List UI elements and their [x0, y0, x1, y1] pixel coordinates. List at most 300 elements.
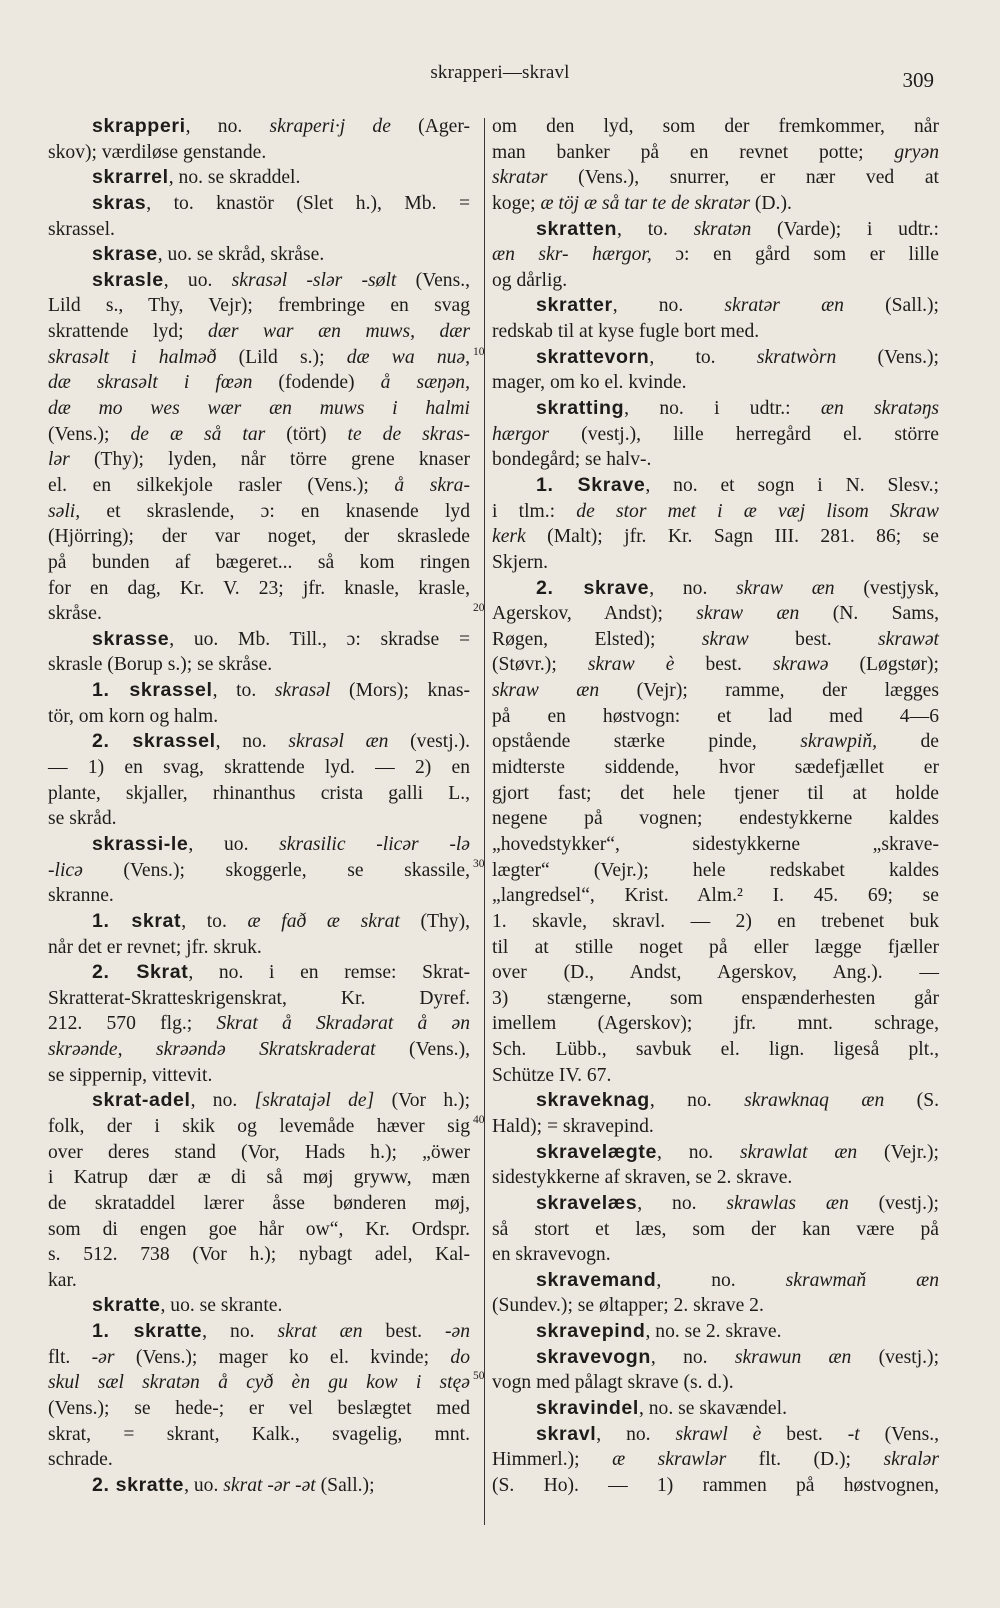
text-line	[492, 447, 939, 473]
text-line	[492, 242, 939, 268]
definition-text: tör, om korn og halm.	[48, 705, 219, 727]
text-line	[48, 370, 470, 396]
dialect-form: -licə	[48, 859, 83, 881]
definition-text: , uo.	[188, 833, 280, 855]
definition-text: (Malt); jfr. Kr. Sagn III. 281. 86; se	[525, 526, 939, 548]
definition-text: (Vens.);	[836, 346, 940, 368]
definition-text: , uo. se skråd, skråse.	[157, 244, 325, 266]
text-line	[48, 704, 470, 730]
definition-text: , no.	[190, 1090, 255, 1112]
dialect-form: skrawun æn	[734, 1346, 852, 1368]
text-line	[48, 165, 470, 191]
text-line	[492, 1370, 939, 1396]
text-line	[48, 422, 470, 448]
definition-text: , uo. Mb. Till., ɔ: skradse =	[169, 628, 470, 650]
text-line	[492, 319, 939, 345]
dialect-form: skralər	[883, 1449, 939, 1471]
dialect-form: skratwòrn	[756, 346, 837, 368]
text-line	[492, 1217, 939, 1243]
headword: skrarrel	[92, 166, 169, 189]
definition-text: , no.	[612, 295, 725, 317]
text-line	[492, 345, 939, 371]
text-line	[48, 1191, 470, 1217]
definition-text: , to. knastör (Slet h.), Mb. =	[146, 192, 470, 214]
dialect-form: æ töj æ så tar te de skratər	[540, 192, 750, 214]
text-line	[492, 1447, 939, 1473]
text-line	[492, 268, 939, 294]
definition-text: Himmerl.);	[492, 1449, 613, 1471]
headword: skravevogn	[536, 1345, 651, 1368]
text-line	[492, 370, 939, 396]
text-line	[48, 678, 470, 704]
headword: skratten	[536, 217, 618, 240]
text-line	[48, 576, 470, 602]
headword: 1. Skrave	[536, 473, 646, 496]
definition-text: , no.	[656, 1141, 741, 1163]
text-line	[492, 1063, 939, 1089]
definition-text: (Vens.); skoggerle, se skassile,	[82, 859, 470, 881]
definition-text: (Vens.); se hede-; er vel beslægtet med	[48, 1398, 470, 1420]
text-line	[48, 191, 470, 217]
definition-text: skråse.	[48, 603, 102, 625]
definition-text: 1. skavle, skravl. — 2) en trebenet buk	[492, 910, 939, 932]
definition-text: , no.	[596, 1423, 676, 1445]
definition-text: Sch. Lübb., savbuk el. lign. ligeså plt.,	[492, 1039, 939, 1061]
text-line	[48, 627, 470, 653]
definition-text: (vestjysk,	[834, 577, 940, 599]
definition-text: (S.	[884, 1090, 939, 1112]
dialect-form: lər	[48, 449, 70, 471]
definition-text: opstående stærke pinde,	[492, 731, 801, 753]
text-line	[492, 1293, 939, 1319]
definition-text: , no.	[215, 731, 289, 753]
text-line	[492, 909, 939, 935]
text-line	[492, 960, 939, 986]
dialect-form: skrawə	[772, 654, 829, 676]
headword: skrattevorn	[536, 345, 650, 368]
definition-text: (vestj.).	[388, 731, 470, 753]
definition-text: , no.	[650, 1346, 735, 1368]
dialect-form: de æ så tar	[130, 423, 266, 445]
definition-text: best.	[748, 628, 879, 650]
text-line	[492, 1140, 939, 1166]
definition-text: folk, der i skik og levemåde hæver sig	[48, 1115, 470, 1137]
text-line	[492, 986, 939, 1012]
definition-text: Agerskov, Andst);	[492, 603, 697, 625]
dialect-form: skrəənde, skrəəndə Skratskraderat	[48, 1039, 376, 1061]
text-line	[492, 781, 939, 807]
dialect-form: skrasəl	[274, 680, 331, 702]
dialect-form: skrat æn	[277, 1321, 363, 1343]
text-line	[48, 1063, 470, 1089]
definition-text: mager, om ko el. kvinde.	[492, 372, 687, 394]
text-line	[492, 1473, 939, 1499]
definition-text: vogn med pålagt skrave (s. d.).	[492, 1372, 734, 1394]
definition-text: (Hjörring); der var noget, der skraslede	[48, 526, 470, 548]
dialect-form: de stor met i æ væj lisom Skraw	[576, 500, 939, 522]
text-line	[48, 1473, 470, 1499]
dialect-form: [skratajəl de]	[254, 1090, 375, 1112]
text-line	[48, 1011, 470, 1037]
dialect-form: do	[450, 1346, 470, 1368]
text-line	[48, 1088, 470, 1114]
dialect-form: skrawknaq æn	[744, 1090, 885, 1112]
definition-text: sidestykkerne af skraven, se 2. skrave.	[492, 1167, 793, 1189]
definition-text: (Thy),	[399, 910, 471, 932]
definition-text: (Lild s.);	[216, 346, 347, 368]
dialect-form: skrasəl -slər -sølt	[231, 269, 397, 291]
definition-text: Røgen, Elsted);	[492, 628, 702, 650]
text-line	[492, 422, 939, 448]
headword: skratter	[536, 294, 613, 317]
definition-text: (S. Ho). — 1) rammen på høstvognen,	[492, 1474, 939, 1496]
dialect-form: Skrat å Skradərat å ən	[216, 1013, 470, 1035]
definition-text: (vestj.);	[851, 1346, 940, 1368]
dialect-form: å sæŋən,	[380, 372, 470, 394]
dialect-form: dæ skrasəlt i fœən	[48, 372, 253, 394]
definition-text: 212. 570 flg.;	[48, 1013, 217, 1035]
text-line	[48, 319, 470, 345]
text-line	[492, 1165, 939, 1191]
definition-text: , uo.	[163, 269, 232, 291]
definition-text: (fodende)	[252, 372, 381, 394]
definition-text: skranne.	[48, 885, 114, 907]
text-line	[48, 1114, 470, 1140]
definition-text: skrasle (Borup s.); se skråse.	[48, 654, 273, 676]
text-line	[48, 1165, 470, 1191]
definition-text: 3) stængerne, som enspænderhesten går	[492, 987, 939, 1009]
text-line	[492, 601, 939, 627]
text-line	[492, 524, 939, 550]
text-line	[48, 499, 470, 525]
definition-text: se skråd.	[48, 808, 117, 830]
definition-text: s. 512. 738 (Vor h.); nybagt adel, Kal-	[48, 1244, 470, 1266]
definition-text: , uo. se skrante.	[160, 1295, 283, 1317]
text-line	[48, 1293, 470, 1319]
definition-text: man banker på en revnet potte;	[492, 141, 895, 163]
text-line	[492, 191, 939, 217]
text-line	[492, 114, 939, 140]
definition-text: skov); værdiløse genstande.	[48, 141, 267, 163]
text-line	[48, 858, 470, 884]
definition-text: best.	[674, 654, 773, 676]
headword: 1. skratte	[92, 1320, 203, 1343]
dialect-form: -ən	[444, 1321, 471, 1343]
text-line	[492, 576, 939, 602]
definition-text: om den lyd, som der fremkommer, når	[492, 116, 939, 137]
text-line	[48, 909, 470, 935]
dialect-form: skrawmaň æn	[785, 1269, 939, 1291]
dialect-form: səli,	[48, 500, 81, 522]
definition-text: (Thy); lyden, når törre grene knaser	[69, 449, 470, 471]
definition-text: (Ager-	[390, 116, 470, 137]
text-line	[48, 114, 470, 140]
definition-text: skrattende lyd;	[48, 321, 209, 343]
text-line	[48, 601, 470, 627]
headword: skravemand	[536, 1268, 657, 1291]
text-line	[48, 1140, 470, 1166]
text-line	[492, 1242, 939, 1268]
text-line	[48, 986, 470, 1012]
definition-text: — 1) en svag, skrattende lyd. — 2) en	[48, 757, 470, 779]
text-line	[492, 293, 939, 319]
headword: skras	[92, 191, 147, 214]
definition-text: ɔ: en gård som er lille	[651, 244, 940, 266]
definition-text: (Sall.);	[315, 1474, 375, 1496]
text-line	[492, 165, 939, 191]
text-line	[492, 499, 939, 525]
headword: 2. skrave	[536, 576, 650, 599]
text-line	[48, 935, 470, 961]
definition-text: koge;	[492, 192, 541, 214]
definition-text: (Vens.);	[48, 423, 131, 445]
definition-text: (vestj.);	[848, 1192, 939, 1214]
definition-text: en skravevogn.	[492, 1244, 611, 1266]
definition-text: de skrataddel lærer åsse bønderen møj,	[48, 1192, 470, 1214]
text-line	[492, 755, 939, 781]
definition-text: Skratterat-Skratteskrigenskrat, Kr. Dyref.	[48, 987, 470, 1009]
dialect-form: skrawl è	[675, 1423, 762, 1445]
dialect-form: skrawət	[878, 628, 939, 650]
dialect-form: skrawpiň,	[800, 731, 878, 753]
text-line	[48, 729, 470, 755]
text-line	[492, 217, 939, 243]
text-line	[492, 806, 939, 832]
headword: skratting	[536, 397, 625, 420]
text-line	[492, 729, 939, 755]
text-line	[48, 883, 470, 909]
text-line	[48, 755, 470, 781]
headword: skratte	[92, 1294, 161, 1317]
definition-text: , to.	[649, 346, 757, 368]
headword: skravelæs	[536, 1191, 638, 1214]
definition-text: , no.	[185, 116, 270, 137]
definition-text: på bunden af bægeret... så kom ringen	[48, 551, 470, 573]
headword: skravl	[536, 1422, 597, 1445]
dialect-form: kerk	[492, 526, 526, 548]
dialect-form: skratər æn	[724, 295, 844, 317]
definition-text: som di engen goe hår ow“, Kr. Ordspr.	[48, 1218, 470, 1240]
dialect-form: æ skrawlər	[612, 1449, 727, 1471]
dialect-form: skraperi·j de	[269, 116, 391, 137]
definition-text: (Vejr.);	[857, 1141, 940, 1163]
definition-text: Lild s., Thy, Vejr); frembringe en svag	[48, 295, 470, 317]
definition-text: (Sall.);	[843, 295, 940, 317]
dialect-form: skraw æn	[696, 603, 800, 625]
headword: 1. skrat	[92, 909, 182, 932]
definition-text: , no.	[656, 1269, 786, 1291]
definition-text: de	[877, 731, 939, 753]
line-number: 40	[473, 1114, 485, 1126]
definition-text: kar.	[48, 1269, 77, 1291]
text-line	[492, 1191, 939, 1217]
text-line	[48, 396, 470, 422]
definition-text: , no.	[202, 1321, 278, 1343]
definition-text: flt.	[48, 1346, 92, 1368]
definition-text: , no.	[649, 577, 737, 599]
dialect-form: skratən	[693, 218, 752, 240]
definition-text: , no.	[637, 1192, 727, 1214]
definition-text: i Katrup dær æ di så møj gryww, mæn	[48, 1167, 470, 1189]
definition-text: (Løgstør);	[828, 654, 939, 676]
headword: skravindel	[536, 1397, 639, 1420]
definition-text: (N. Sams,	[799, 603, 940, 625]
headword: 2. skrassel	[92, 730, 216, 753]
definition-text: , to.	[617, 218, 694, 240]
definition-text: et skraslende, ɔ: en knasende lyd	[80, 500, 470, 522]
definition-text: (Vens.), snurrer, er nær ved at	[547, 167, 939, 189]
page-number: 309	[902, 68, 934, 92]
line-number: 50	[473, 1370, 485, 1382]
left-column	[48, 114, 470, 1499]
definition-text: , no. se 2. skrave.	[645, 1321, 782, 1343]
definition-text: se sippernip, vittevit.	[48, 1064, 213, 1086]
text-line	[48, 140, 470, 166]
definition-text: (Vejr); ramme, der lægges	[599, 680, 939, 702]
definition-text: i tlm.:	[492, 500, 577, 522]
text-line	[48, 345, 470, 371]
definition-text: (Vens.,	[396, 269, 470, 291]
dialect-form: skrasəlt i halməð	[48, 346, 217, 368]
definition-text: , no. i en remse: Skrat-	[188, 962, 470, 984]
dialect-form: æ fað æ skrat	[247, 910, 400, 932]
definition-text: så stort et læs, som der kan være på	[492, 1218, 939, 1240]
definition-text: , no. se skavændel.	[638, 1398, 787, 1420]
definition-text: negene på vognen; endestykkerne kaldes	[492, 808, 939, 830]
definition-text: midterste siddende, hvor sædefjællet er	[492, 757, 939, 779]
definition-text: (tört)	[265, 423, 348, 445]
definition-text: Hald); = skravepind.	[492, 1115, 654, 1137]
definition-text: (vestj.), lille herregård el. större	[548, 423, 939, 445]
definition-text: (Vens.); mager ko el. kvinde;	[114, 1346, 451, 1368]
definition-text: (Vens.,	[859, 1423, 939, 1445]
definition-text: , no. se skraddel.	[168, 167, 301, 189]
dialect-form: skrawlas æn	[726, 1192, 849, 1214]
dialect-form: skrasilic -licər -lə	[279, 833, 470, 855]
definition-text: når det er revnet; jfr. skruk.	[48, 936, 262, 958]
definition-text: el. en silkekjole rasler (Vens.);	[48, 474, 395, 496]
text-line	[48, 1037, 470, 1063]
text-line	[48, 781, 470, 807]
definition-text: til at stille noget på eller lægge fjæller	[492, 936, 939, 958]
text-line	[48, 1370, 470, 1396]
headword: skrasle	[92, 268, 164, 291]
definition-text: over deres stand (Vor, Hads h.); „öwer	[48, 1141, 470, 1163]
text-line	[48, 1447, 470, 1473]
text-line	[48, 268, 470, 294]
dialect-form: dæ wa nuə,	[346, 346, 471, 368]
definition-text: , to.	[181, 910, 248, 932]
text-line	[48, 960, 470, 986]
definition-text: over (D., Andst, Agerskov, Ang.). —	[492, 962, 939, 984]
definition-text: (D.).	[749, 192, 792, 214]
headword: skrassi-le	[92, 832, 189, 855]
line-number: 30	[473, 858, 485, 870]
definition-text: Schütze IV. 67.	[492, 1064, 612, 1086]
definition-text: Skjern.	[492, 551, 549, 573]
headword: skrasse	[92, 627, 170, 650]
text-line	[48, 524, 470, 550]
dialect-form: skratər	[492, 167, 548, 189]
text-line	[492, 858, 939, 884]
definition-text: (Vens.),	[375, 1039, 470, 1061]
dialect-form: skrasəl æn	[288, 731, 389, 753]
text-line	[492, 1037, 939, 1063]
text-line	[492, 1345, 939, 1371]
text-line	[492, 883, 939, 909]
definition-text: (Støvr.);	[492, 654, 588, 676]
dialect-form: skraw	[701, 628, 749, 650]
definition-text: best.	[761, 1423, 848, 1445]
page-header	[0, 62, 1000, 92]
definition-text: , uo.	[184, 1474, 224, 1496]
text-line	[48, 1319, 470, 1345]
dialect-form: dær war æn muws, dær	[208, 321, 470, 343]
definition-text: , to.	[212, 680, 275, 702]
line-number: 20	[473, 602, 485, 614]
dialect-form: skul sæl skratən å cyð èn gu kow i stęə	[48, 1372, 470, 1394]
headword: skravelægte	[536, 1140, 657, 1163]
text-line	[492, 627, 939, 653]
text-line	[492, 935, 939, 961]
dialect-form: skrat -ər -ət	[223, 1474, 316, 1496]
dialect-form: skraw è	[587, 654, 675, 676]
definition-text: (Mors); knas-	[330, 680, 470, 702]
definition-text: , no. et sogn i N. Slesv.;	[645, 474, 939, 496]
text-line	[492, 1268, 939, 1294]
definition-text: (Vor h.);	[374, 1090, 471, 1112]
headword: skraveknag	[536, 1089, 650, 1112]
definition-text: schrade.	[48, 1449, 113, 1471]
running-head: skrapperi—skravl	[430, 62, 570, 83]
definition-text: , no.	[649, 1090, 745, 1112]
headword: 1. skrassel	[92, 679, 213, 702]
definition-text: plante, skjaller, rhinanthus crista galli L.,	[48, 782, 470, 804]
definition-text: flt. (D.);	[726, 1449, 884, 1471]
text-line	[48, 447, 470, 473]
dialect-form: gryən	[894, 141, 939, 163]
dialect-form: æn skratəŋs	[820, 398, 939, 420]
text-line	[492, 396, 939, 422]
definition-text: (Sundev.); se øltapper; 2. skrave 2.	[492, 1295, 764, 1317]
text-line	[48, 1422, 470, 1448]
text-line	[48, 1345, 470, 1371]
text-line	[492, 1088, 939, 1114]
column-divider	[484, 118, 485, 1525]
text-line	[492, 652, 939, 678]
definition-text: og dårlig.	[492, 269, 568, 291]
headword: 2. Skrat	[92, 961, 189, 984]
right-column	[492, 114, 939, 1499]
text-line	[492, 550, 939, 576]
text-line	[48, 1217, 470, 1243]
text-line	[48, 550, 470, 576]
dialect-form: skrawlat æn	[740, 1141, 858, 1163]
dialect-form: skraw æn	[736, 577, 835, 599]
text-line	[492, 1422, 939, 1448]
text-line	[48, 832, 470, 858]
definition-text: skrat, = skrant, Kalk., svagelig, mnt.	[48, 1423, 470, 1445]
dialect-form: te de skras-	[347, 423, 471, 445]
definition-text: lægter“ (Vejr.); hele redskabet kaldes	[492, 859, 939, 881]
headword: skrat-adel	[92, 1089, 191, 1112]
dialect-form: å skra-	[394, 474, 470, 496]
text-line	[48, 1242, 470, 1268]
definition-text: for en dag, Kr. V. 23; jfr. knasle, krasle,	[48, 577, 470, 599]
dialect-form: dæ mo wes wær æn muws i halmi	[48, 398, 470, 420]
headword: skrapperi	[92, 115, 186, 137]
definition-text: bondegård; se halv-.	[492, 449, 652, 471]
